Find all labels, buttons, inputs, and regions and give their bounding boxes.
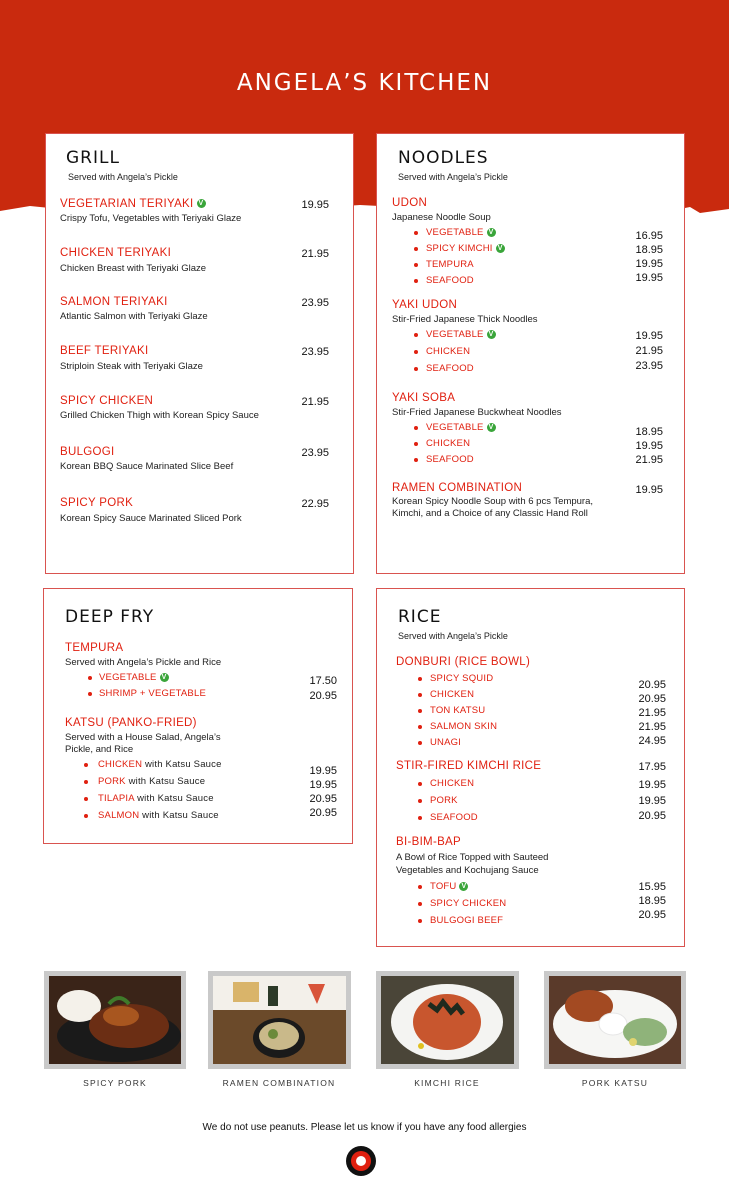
menu-item-desc: Served with a House Salad, Angela’s — [65, 732, 221, 743]
option-price: 15.95 — [638, 881, 666, 893]
menu-item-price: 19.95 — [301, 199, 329, 211]
option-label: SEAFOOD — [426, 454, 474, 465]
bullet — [418, 677, 422, 681]
bullet — [418, 885, 422, 889]
bullet — [418, 919, 422, 923]
menu-item-price: 21.95 — [301, 396, 329, 408]
menu-item-desc: Stir-Fried Japanese Buckwheat Noodles — [392, 407, 562, 418]
menu-item-desc: Chicken Breast with Teriyaki Glaze — [60, 263, 207, 274]
option-label: VEGETABLE V — [426, 422, 496, 433]
bullet — [418, 799, 422, 803]
bullet — [88, 692, 92, 696]
bullet — [414, 333, 418, 337]
option-price: 19.95 — [635, 330, 663, 342]
option-label: CHICKEN — [430, 689, 475, 700]
menu-item-name: BEEF TERIYAKI — [60, 345, 149, 357]
noodles-section — [376, 133, 685, 574]
menu-item-name: UDON — [392, 197, 428, 209]
menu-item-price: 23.95 — [301, 447, 329, 459]
pork-katsu-photo — [544, 971, 686, 1069]
option-price: 21.95 — [635, 454, 663, 466]
menu-item-desc: Grilled Chicken Thigh with Korean Spicy Sauce — [60, 410, 259, 421]
menu-item-name: SALMON TERIYAKI — [60, 296, 168, 308]
vegetarian-icon: V — [487, 423, 496, 432]
menu-item-desc: Korean Spicy Noodle Soup with 6 pcs Tempura, — [392, 496, 594, 507]
option-label: VEGETABLE V — [426, 227, 496, 238]
option-price: 19.95 — [638, 779, 666, 791]
photo-caption: PORK KATSU — [581, 1078, 649, 1088]
option-price: 20.95 — [638, 679, 666, 691]
option-price: 17.50 — [309, 675, 337, 687]
menu-item-name: YAKI UDON — [392, 299, 458, 311]
menu-item-desc: Striploin Steak with Teriyaki Glaze — [60, 361, 203, 372]
bullet — [414, 279, 418, 283]
option-label: VEGETABLE V — [426, 329, 496, 340]
spicy-pork-photo — [44, 971, 186, 1069]
bullet — [84, 780, 88, 784]
option-price: 18.95 — [635, 244, 663, 256]
page-title: ANGELA’S KITCHEN — [236, 70, 493, 96]
menu-item-price: 19.95 — [635, 484, 663, 496]
bullet — [418, 693, 422, 697]
option-price: 20.95 — [638, 909, 666, 921]
section-title: GRILL — [66, 148, 120, 168]
section-title: DEEP FRY — [65, 607, 155, 627]
option-label: SPICY CHICKEN — [430, 898, 507, 909]
option-label: TON KATSU — [430, 705, 486, 716]
bullet — [418, 725, 422, 729]
menu-item-name: CHICKEN TERIYAKI — [60, 247, 172, 259]
bullet — [418, 782, 422, 786]
menu-item-name: STIR-FIRED KIMCHI RICE — [396, 760, 542, 772]
photo-caption: RAMEN COMBINATION — [222, 1078, 336, 1088]
vegetarian-icon: V — [487, 228, 496, 237]
menu-item-price: 23.95 — [301, 346, 329, 358]
menu-item-desc: Atlantic Salmon with Teriyaki Glaze — [60, 311, 208, 322]
menu-item-name: RAMEN COMBINATION — [392, 482, 523, 494]
option-label: CHICKEN — [426, 438, 471, 449]
menu-item-desc: Korean Spicy Sauce Marinated Sliced Pork — [60, 513, 242, 524]
option-price: 20.95 — [309, 807, 337, 819]
option-price: 21.95 — [638, 721, 666, 733]
option-label: PORK with Katsu Sauce — [98, 776, 206, 787]
option-label: CHICKEN with Katsu Sauce — [98, 759, 222, 770]
menu-item-price: 22.95 — [301, 498, 329, 510]
option-label: CHICKEN — [426, 346, 471, 357]
bullet — [418, 902, 422, 906]
bullet — [84, 814, 88, 818]
option-label: BULGOGI BEEF — [430, 915, 504, 926]
option-label: SALMON with Katsu Sauce — [98, 810, 219, 821]
section-title: RICE — [398, 607, 442, 627]
option-label: UNAGI — [430, 737, 462, 748]
option-label: PORK — [430, 795, 458, 806]
photo-caption: SPICY PORK — [83, 1078, 147, 1088]
option-label: SPICY KIMCHI V — [426, 243, 505, 254]
bullet — [84, 797, 88, 801]
option-label: SEAFOOD — [426, 275, 474, 286]
vegetarian-icon: V — [487, 330, 496, 339]
ramen-combination-photo — [208, 971, 351, 1069]
option-price: 19.95 — [635, 258, 663, 270]
menu-item-desc: Japanese Noodle Soup — [392, 212, 491, 223]
vegetarian-icon: V — [496, 244, 505, 253]
vegetarian-icon: V — [160, 673, 169, 682]
grill-section — [45, 133, 354, 574]
option-price: 18.95 — [635, 426, 663, 438]
section-title: NOODLES — [398, 148, 489, 168]
bullet — [414, 350, 418, 354]
menu-item-name: YAKI SOBA — [392, 392, 456, 404]
menu-item-desc: Served with Angela’s Pickle and Rice — [65, 657, 222, 668]
option-price: 20.95 — [309, 690, 337, 702]
bullet — [418, 741, 422, 745]
menu-item-name: TEMPURA — [65, 642, 124, 654]
option-price: 19.95 — [635, 272, 663, 284]
menu-item-desc: Crispy Tofu, Vegetables with Teriyaki Glaze — [60, 213, 242, 224]
bullet — [414, 367, 418, 371]
bullet — [414, 458, 418, 462]
bullet — [414, 442, 418, 446]
bullet — [84, 763, 88, 767]
bullet — [418, 816, 422, 820]
section-subtitle: Served with Angela’s Pickle — [68, 172, 178, 182]
bullet — [414, 247, 418, 251]
option-price: 19.95 — [309, 765, 337, 777]
option-price: 19.95 — [638, 795, 666, 807]
kimchi-rice-photo — [376, 971, 519, 1069]
option-price: 20.95 — [638, 693, 666, 705]
restaurant-logo-icon — [345, 1145, 377, 1177]
bullet — [418, 709, 422, 713]
menu-item-name: KATSU (PANKO-FRIED) — [65, 717, 197, 729]
option-label: TOFU V — [430, 881, 468, 892]
menu-item-desc: Vegetables and Kochujang Sauce — [396, 865, 539, 876]
menu-item-desc: A Bowl of Rice Topped with Sauteed — [396, 852, 549, 863]
bullet — [414, 426, 418, 430]
menu-item-name: BI-BIM-BAP — [396, 836, 461, 848]
menu-item-price: 23.95 — [301, 297, 329, 309]
option-label: VEGETABLE V — [99, 672, 169, 683]
option-label: SHRIMP + VEGETABLE — [99, 688, 206, 699]
allergy-note: We do not use peanuts. Please let us know if you have any food allergies — [202, 1122, 527, 1133]
option-label: SEAFOOD — [426, 363, 474, 374]
menu-item-name: VEGETARIAN TERIYAKI V — [60, 198, 206, 210]
option-label: SPICY SQUID — [430, 673, 494, 684]
option-price: 20.95 — [309, 793, 337, 805]
menu-item-price: 17.95 — [638, 761, 666, 773]
option-price: 19.95 — [309, 779, 337, 791]
menu-item-name: SPICY PORK — [60, 497, 134, 509]
bullet — [414, 231, 418, 235]
option-price: 18.95 — [638, 895, 666, 907]
option-price: 16.95 — [635, 230, 663, 242]
option-label: TEMPURA — [426, 259, 474, 270]
section-subtitle: Served with Angela’s Pickle — [398, 172, 508, 182]
rice-section — [376, 588, 685, 947]
vegetarian-icon: V — [197, 199, 206, 208]
option-price: 23.95 — [635, 360, 663, 372]
menu-item-desc: Kimchi, and a Choice of any Classic Hand Roll — [392, 508, 588, 519]
section-subtitle: Served with Angela’s Pickle — [398, 631, 508, 641]
option-price: 24.95 — [638, 735, 666, 747]
option-label: CHICKEN — [430, 778, 475, 789]
menu-item-name: DONBURI (RICE BOWL) — [396, 656, 531, 668]
option-label: SEAFOOD — [430, 812, 478, 823]
menu-item-desc: Stir-Fried Japanese Thick Noodles — [392, 314, 538, 325]
vegetarian-icon: V — [459, 882, 468, 891]
option-price: 20.95 — [638, 810, 666, 822]
option-label: SALMON SKIN — [430, 721, 498, 732]
menu-item-name: SPICY CHICKEN — [60, 395, 154, 407]
deep-fry-section — [43, 588, 353, 844]
menu-item-price: 21.95 — [301, 248, 329, 260]
bullet — [414, 263, 418, 267]
photo-caption: KIMCHI RICE — [414, 1078, 480, 1088]
option-price: 21.95 — [638, 707, 666, 719]
option-price: 19.95 — [635, 440, 663, 452]
option-price: 21.95 — [635, 345, 663, 357]
option-label: TILAPIA with Katsu Sauce — [98, 793, 214, 804]
menu-item-desc: Pickle, and Rice — [65, 744, 134, 755]
menu-item-name: BULGOGI — [60, 446, 115, 458]
bullet — [88, 676, 92, 680]
menu-item-desc: Korean BBQ Sauce Marinated Slice Beef — [60, 461, 234, 472]
